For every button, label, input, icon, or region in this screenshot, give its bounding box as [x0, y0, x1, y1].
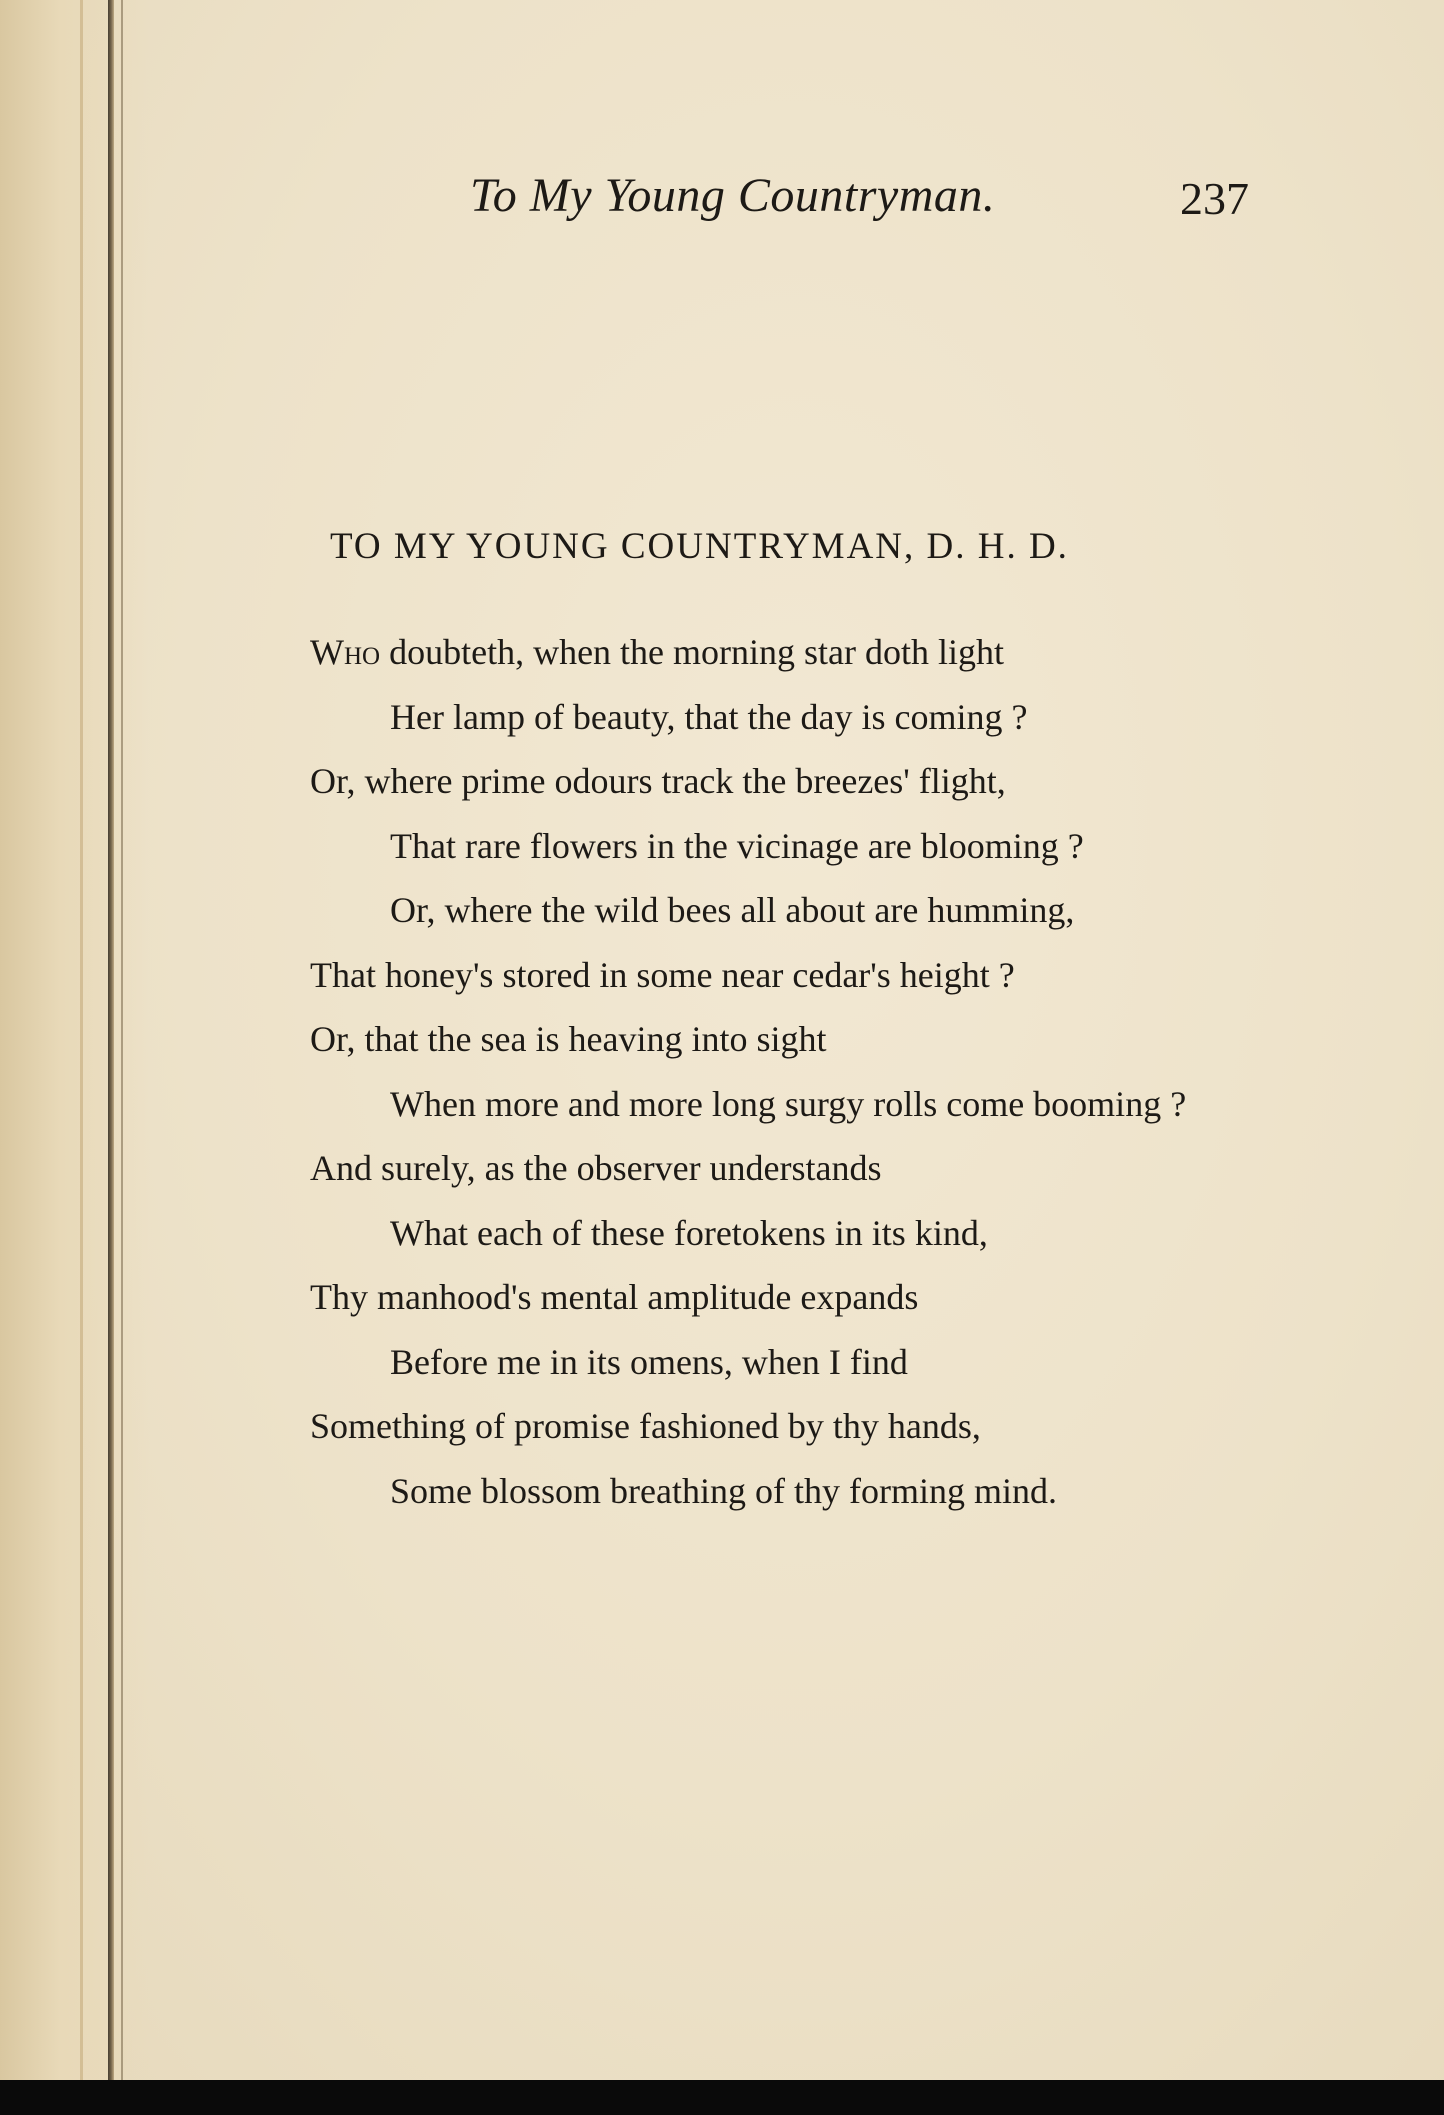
poem-line: Her lamp of beauty, that the day is coming ?	[390, 696, 1028, 737]
poem-line: Or, where prime odours track the breezes' flight,	[310, 761, 1006, 801]
poem-line: Thy manhood's mental amplitude expands	[310, 1277, 919, 1317]
poem-title: TO MY YOUNG COUNTRYMAN, D. H. D.	[330, 526, 1069, 567]
running-title: To My Young Countryman.	[470, 169, 996, 222]
poem-line: What each of these foretokens in its kind,	[390, 1212, 988, 1253]
poem-line-text: doubteth, when the morning star doth light	[380, 632, 1005, 672]
first-word: Who	[310, 632, 381, 672]
poem-line: When more and more long surgy rolls come booming ?	[390, 1083, 1187, 1124]
page-fold-crease	[80, 0, 83, 2080]
poem-line: Before me in its omens, when I find	[390, 1341, 908, 1382]
gutter-shadow	[0, 0, 150, 2080]
poem-line	[310, 620, 1310, 685]
poem-body	[310, 620, 1310, 1523]
binding-line	[121, 0, 123, 2080]
poem-line: That honey's stored in some near cedar's height ?	[310, 954, 1015, 995]
poem-line: That rare flowers in the vicinage are blooming ?	[390, 825, 1084, 866]
binding-edge	[108, 0, 114, 2080]
poem-line: Or, that the sea is heaving into sight	[310, 1019, 827, 1059]
scan-border	[0, 2080, 1444, 2115]
poem-line: Some blossom breathing of thy forming mind.	[390, 1470, 1057, 1511]
poem-line: Or, where the wild bees all about are humming,	[390, 890, 1075, 930]
poem-line: Something of promise fashioned by thy hands,	[310, 1406, 981, 1446]
page-number: 237	[1180, 173, 1249, 224]
poem-line: And surely, as the observer understands	[310, 1148, 882, 1188]
